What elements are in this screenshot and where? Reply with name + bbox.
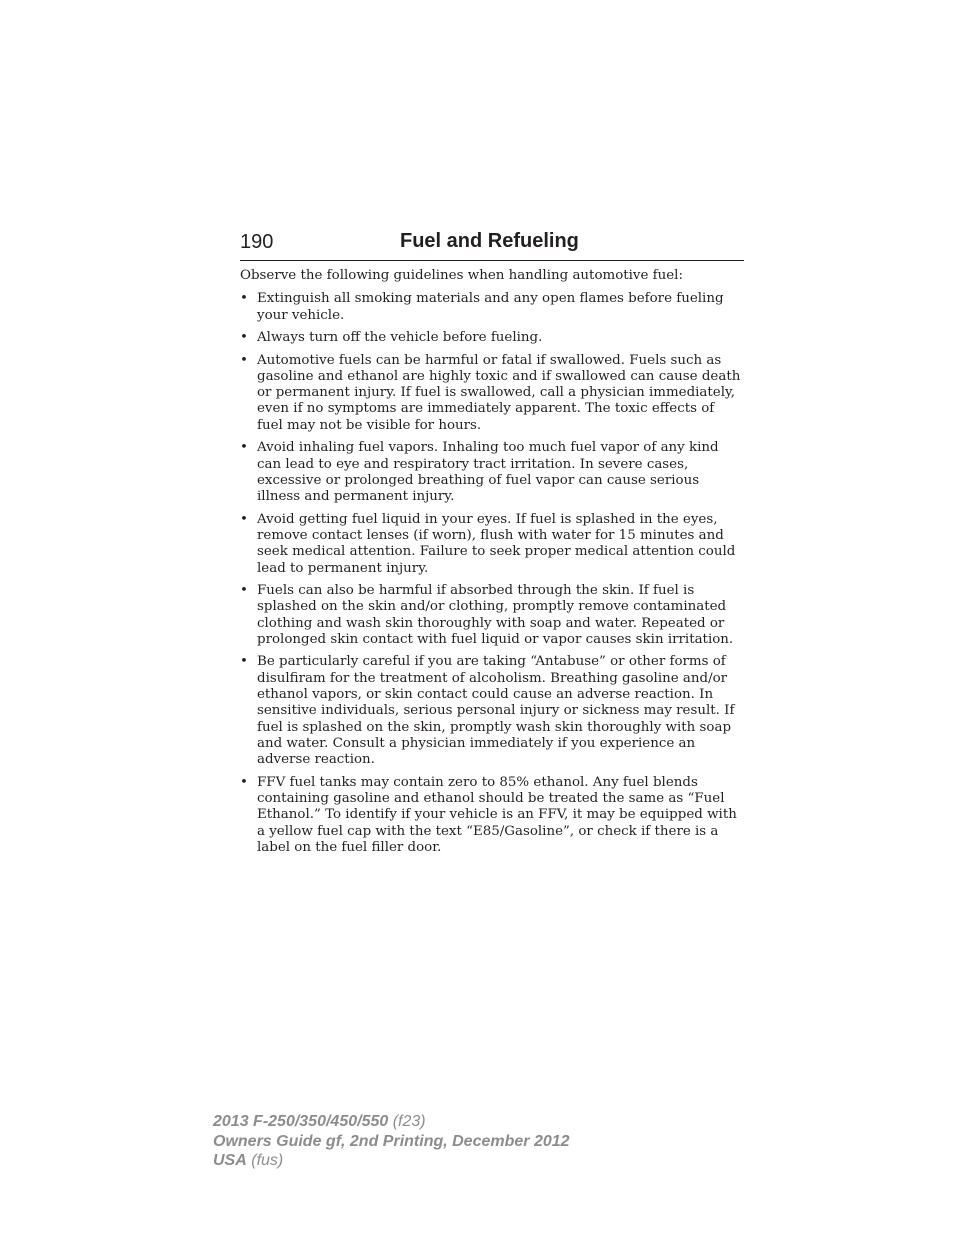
bullet-icon: • — [240, 511, 248, 527]
bullet-icon: • — [240, 440, 248, 456]
list-item-text: FFV fuel tanks may contain zero to 85% ethanol. Any fuel blends containing gasoline and ethanol should be treated the same as “Fuel Ethanol.” To identify if your vehicle is an FFV, it may be equipped with a yellow fuel cap with the text “E85/Gasoline”, or check if there is a label on the fuel filler door. — [257, 774, 737, 855]
list-item — [240, 330, 744, 346]
list-item-text: Fuels can also be harmful if absorbed through the skin. If fuel is splashed on the skin and/or clothing, promptly remove contaminated clothing and wash skin thoroughly with soap and water. Repeated or prolonged skin contact with fuel liquid or vapor causes skin irritation. — [257, 582, 734, 647]
page-number: 190 — [240, 231, 274, 253]
intro-paragraph: Observe the following guidelines when handling automotive fuel: — [240, 268, 683, 283]
list-item-text: Automotive fuels can be harmful or fatal if swallowed. Fuels such as gasoline and ethanol are highly toxic and if swallowed can cause death or permanent injury. If fuel is swallowed, call a physician immediately, even if no symptoms are immediately apparent. The toxic effects of fuel may not be visible for hours. — [257, 352, 741, 433]
page-body — [240, 268, 744, 862]
list-item — [240, 654, 744, 768]
list-item-text: Always turn off the vehicle before fueling. — [257, 330, 543, 346]
list-item-text: Be particularly careful if you are taking “Antabuse” or other forms of disulfiram for the treatment of alcoholism. Breathing gasoline and/or ethanol vapors, or skin contact could cause an adverse reaction. In sensitive individuals, serious personal injury or sickness may result. If fuel is splashed on the skin, promptly wash skin thoroughly with soap and water. Consult a physician immediately if you experience an adverse reaction. — [257, 654, 735, 768]
footer-model-code: (f23) — [392, 1113, 426, 1130]
list-item — [240, 583, 744, 648]
footer-model: 2013 F-250/350/450/550 — [213, 1113, 389, 1130]
bullet-icon: • — [240, 654, 248, 670]
list-item — [240, 440, 744, 505]
bullet-icon: • — [240, 330, 248, 346]
list-item-text: Extinguish all smoking materials and any open flames before fueling your vehicle. — [257, 291, 724, 323]
list-item — [240, 512, 744, 577]
bullet-icon: • — [240, 352, 248, 368]
footer-region-code: (fus) — [251, 1152, 284, 1169]
list-item-text: Avoid inhaling fuel vapors. Inhaling too much fuel vapor of any kind can lead to eye and respiratory tract irritation. In severe cases, excessive or prolonged breathing of fuel vapor can cause serious illness and permanent injury. — [257, 440, 719, 505]
bullet-icon: • — [240, 582, 248, 598]
footer-line-model — [213, 1112, 570, 1132]
bullet-icon: • — [240, 774, 248, 790]
section-title: Fuel and Refueling — [400, 230, 579, 252]
footer-line-region — [213, 1151, 570, 1171]
footer-edition: Owners Guide gf, 2nd Printing, December 2012 — [213, 1132, 570, 1150]
bullet-icon: • — [240, 291, 248, 307]
list-item — [240, 775, 744, 856]
footer-line-edition — [213, 1132, 570, 1152]
guideline-list — [240, 291, 744, 856]
list-item — [240, 353, 744, 434]
list-item — [240, 291, 744, 324]
page-footer — [213, 1112, 570, 1171]
footer-region: USA — [213, 1152, 247, 1169]
page-header — [240, 228, 744, 261]
list-item-text: Avoid getting fuel liquid in your eyes. If fuel is splashed in the eyes, remove contact lenses (if worn), flush with water for 15 minutes and seek medical attention. Failure to seek proper medical attention could lead to permanent injury. — [257, 511, 736, 576]
